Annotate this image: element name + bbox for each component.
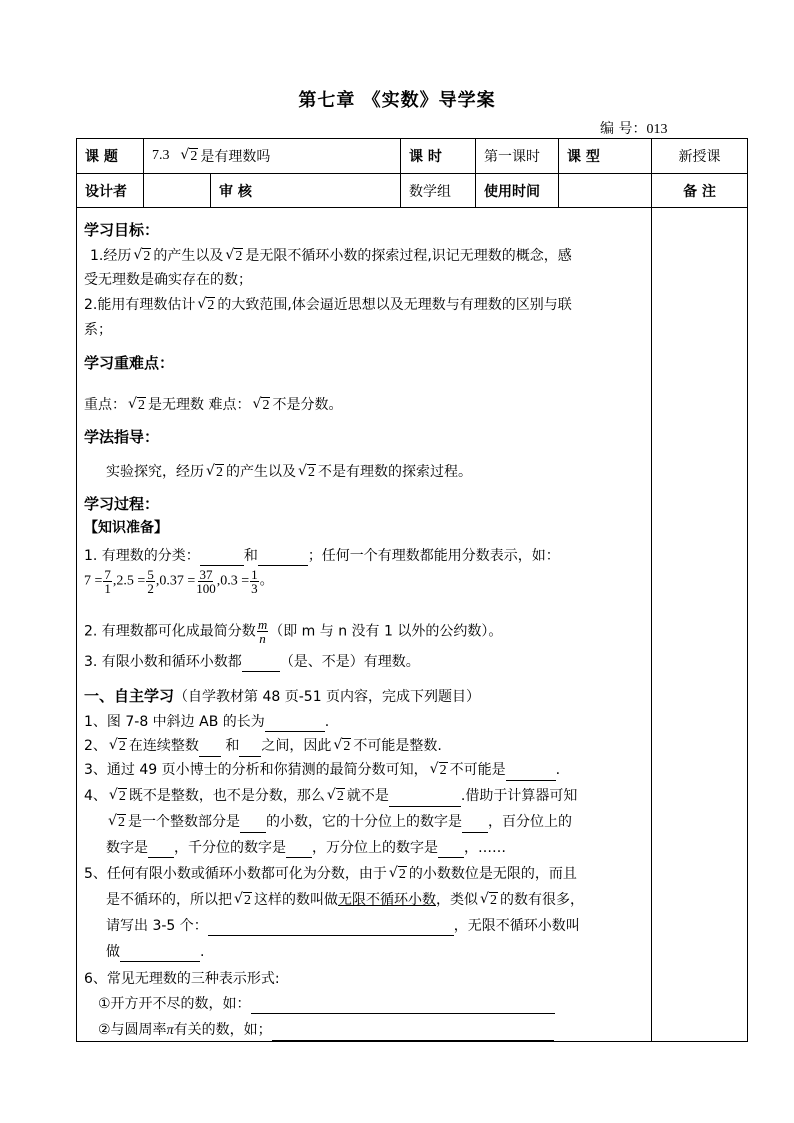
self-q4-line2: √ 2 是一个整数部分是 的小数，它的十分位上的数字是 ，百分位上的 (106, 812, 572, 833)
cell-designer-label: 设计者 (76, 173, 144, 208)
goals-line-2: 受无理数是确实存在的数； (84, 272, 252, 288)
self-q5-line1: 5、任何有限小数或循环小数都可化为分数，由于√ 2 的小数数位是无限的，而且 (84, 864, 577, 885)
self-q4-line3: 数字是 ，千分位的数字是 ，万分位上的数字是 ，…… (106, 840, 506, 856)
keypoints-line: 重点：√ 2 是无理数 难点：√ 2 不是分数。 (84, 395, 342, 416)
self-q3: 3、通过 49 页小博士的分析和你猜测的最简分数可知，√ 2 不可能是 . (84, 760, 560, 781)
self-q2: 2、√ 2 在连续整数 和 之间，因此√ 2 不可能是整数. (84, 736, 442, 757)
self-q6-a: ①开方开不尽的数，如： (98, 994, 555, 1014)
goals-line-3: 2.能用有理数估计√ 2 的大致范围,体会逼近思想以及无理数与有理数的区别与联 (84, 295, 572, 316)
self-q1: 1、图 7-8 中斜边 AB 的长为 . (84, 714, 330, 730)
self-q5-line2: 是不循环的，所以把√ 2 这样的数叫做无限不循环小数，类似√ 2 的数有很多， (106, 890, 584, 911)
self-q5-line3: 请写出 3-5 个： ，无限不循环小数叫 (106, 918, 580, 934)
method-heading: 学法指导： (84, 428, 160, 446)
header-table (76, 138, 748, 208)
self-q6-b: ②与圆周率π有关的数，如； (98, 1020, 554, 1041)
cell-topic-label: 课 题 (76, 138, 144, 174)
goals-heading: 学习目标： (84, 221, 160, 239)
cell-designer-value (143, 173, 211, 208)
cell-type-label: 课 型 (558, 138, 652, 174)
cell-review-label: 审 核 (210, 173, 401, 208)
keypoints-heading: 学习重难点： (84, 354, 175, 372)
cell-usetime-label: 使用时间 (475, 173, 559, 208)
process-heading: 学习过程： (84, 495, 160, 513)
method-line: 实验探究，经历√ 2 的产生以及√ 2 不是有理数的探索过程。 (106, 462, 472, 483)
prep-q2: 2. 有理数都可化成最简分数 $\frac{m}{n}$ （即 m 与 n 没有 1 以外的公约数）。 (84, 617, 503, 646)
goals-line-4: 系； (84, 322, 112, 338)
document-code (600, 118, 667, 138)
prep-q3: 3. 有限小数和循环小数都 （是、不是）有理数。 (84, 654, 420, 670)
prep-q1: 1. 有理数的分类： 和 ；任何一个有理数都能用分数表示，如： (84, 548, 560, 564)
page-title: 第七章 《实数》导学案 (298, 90, 496, 111)
cell-notes-label: 备 注 (651, 173, 748, 208)
cell-usetime-value (558, 173, 652, 208)
notes-column (651, 207, 748, 1042)
self-study-heading: 一、自主学习（自学教材第 48 页-51 页内容，完成下列题目） (84, 687, 481, 705)
code-label: 编 号： (600, 121, 647, 137)
goals-line-1: 1.经历√ 2 的产生以及√ 2 是无限不循环小数的探索过程,识记无理数的概念，感 (90, 246, 572, 267)
sqrt2-symbol: √ 2 (180, 148, 198, 165)
code-value: 013 (646, 122, 668, 137)
cell-review-value: 数学组 (400, 173, 476, 208)
cell-topic-value: 7.3 √ 2 是有理数吗 (143, 138, 401, 174)
self-q4-line1: 4、√ 2 既不是整数，也不是分数，那么√ 2 就不是 .借助于计算器可知 (84, 786, 577, 807)
cell-period-value: 第一课时 (475, 138, 559, 174)
fraction-examples: 7 = $\frac{7}{1}$ ,2.5 = $\frac{5}{2}$ ,0.37 = $\frac{37}{100}$ ,0.3 = $\frac{1}{3}$ 。 (84, 567, 274, 596)
cell-period-label: 课 时 (400, 138, 476, 174)
cell-type-value: 新授课 (651, 138, 748, 174)
self-q5-line4: 做 . (106, 944, 205, 960)
knowledge-prep: 【知识准备】 (84, 520, 168, 536)
self-q6: 6、常见无理数的三种表示形式: (84, 971, 280, 987)
